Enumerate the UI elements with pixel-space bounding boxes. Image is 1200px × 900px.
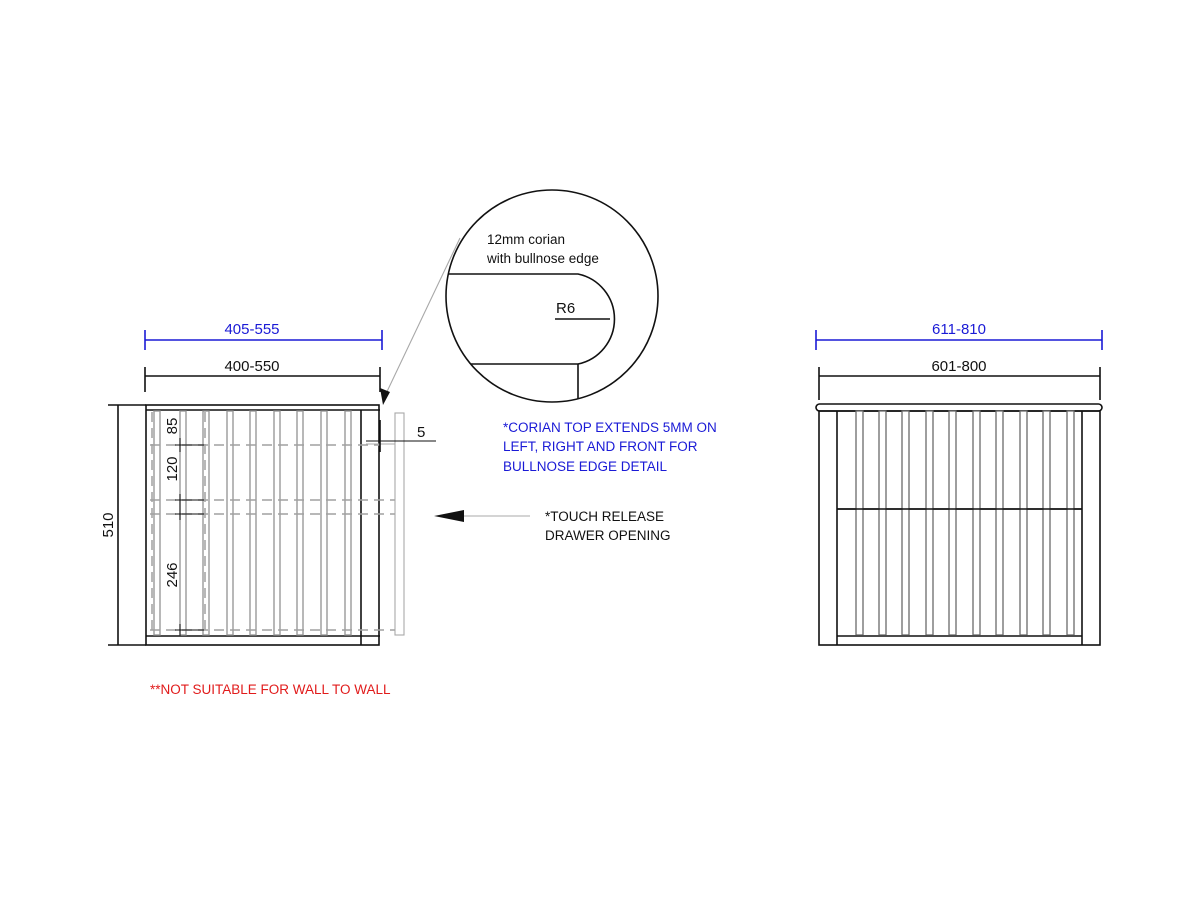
corian-note	[503, 420, 717, 474]
dim-height-label: 510	[100, 512, 117, 538]
dim-5-label: 5	[417, 424, 426, 441]
corian-top-right	[816, 404, 1102, 411]
touch-note-line1: *TOUCH RELEASE	[545, 509, 665, 524]
corian-note-line1: *CORIAN TOP EXTENDS 5MM ON	[503, 420, 717, 435]
dimension-top-width-right	[816, 321, 1102, 350]
slat-panel-right	[856, 411, 1074, 635]
dimension-height-510	[100, 405, 146, 645]
dimension-body-width-right	[819, 358, 1100, 400]
detail-leader	[380, 238, 460, 405]
dim-top-width-label-left: 405-555	[224, 321, 280, 338]
detail-label-line2: with bullnose edge	[487, 251, 599, 266]
dim-top-width-label-right: 611-810	[932, 321, 986, 338]
radius-label: R6	[556, 300, 576, 317]
dim-body-width-label-left: 400-550	[224, 358, 280, 375]
touch-release-note	[434, 509, 671, 543]
dimension-overhang-5	[366, 420, 436, 452]
arrow-left-icon	[434, 510, 464, 522]
dimension-top-width-left	[145, 321, 382, 350]
touch-note-line2: DRAWER OPENING	[545, 528, 671, 543]
bullnose-detail-callout	[440, 190, 658, 410]
corian-note-line2: LEFT, RIGHT AND FRONT FOR	[503, 439, 698, 454]
wall-to-wall-warning: **NOT SUITABLE FOR WALL TO WALL	[150, 682, 391, 697]
dim-120-label: 120	[164, 456, 181, 482]
left-side-view	[100, 238, 460, 645]
detail-circle	[446, 190, 658, 402]
dim-body-width-label-right: 601-800	[931, 358, 987, 375]
dim-246-label: 246	[164, 562, 181, 588]
corian-note-line3: BULLNOSE EDGE DETAIL	[503, 459, 668, 474]
dimension-body-width-left	[145, 358, 380, 392]
detail-label-line1: 12mm corian	[487, 232, 566, 247]
dim-85-label: 85	[164, 417, 181, 435]
front-view	[816, 321, 1102, 645]
